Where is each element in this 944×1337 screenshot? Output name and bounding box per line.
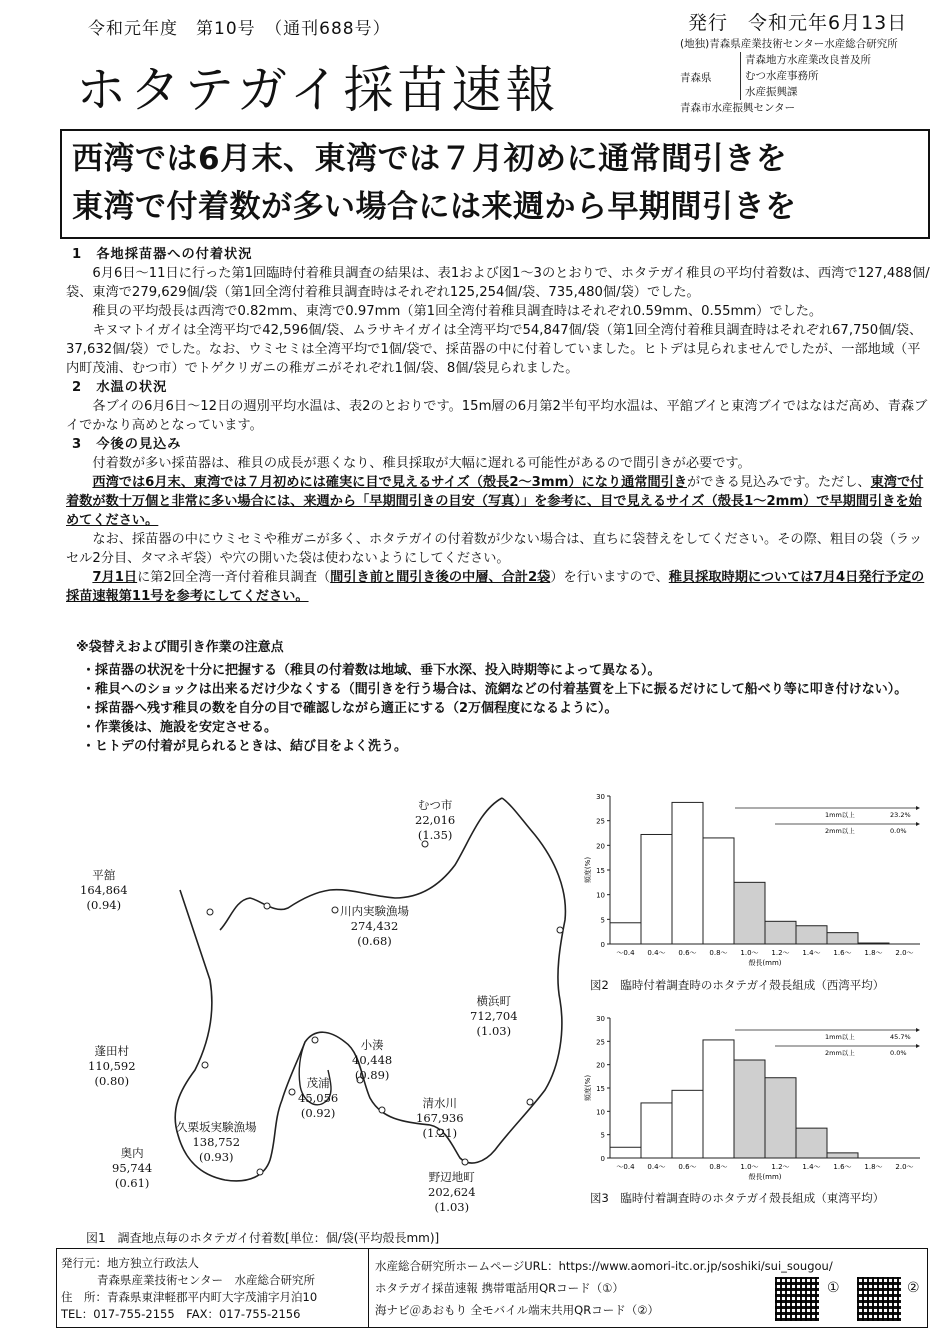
x-axis-label: 殻長(mm) (748, 1173, 782, 1181)
publisher-group (680, 52, 942, 100)
paragraph (66, 568, 932, 606)
histogram-bar (641, 1103, 672, 1158)
histogram-bar (734, 1060, 765, 1158)
paragraph: 6月6日～11日に行った第1回臨時付着稚貝調査の結果は、表1および図1～3のとおりで、ホタテガイ稚貝の平均付着数は、西湾で127,488個/袋、東湾で279,629個/袋（第1回全湾付着稚貝調査時はそれぞれ125,254個/袋、735,480個/袋）でした。 (66, 266, 930, 300)
histogram-bar (672, 1090, 703, 1158)
chart-west (580, 788, 930, 993)
qr2-description: 海ナビ＠あおもり 全モバイル端末共用QRコード（②） (375, 1303, 660, 1317)
legend-label: 2mm以上 (825, 1049, 855, 1057)
histogram-bar (641, 834, 672, 944)
legend-arrow-head (916, 822, 920, 826)
y-tick-label: 0 (600, 941, 605, 949)
qr-code-2[interactable] (857, 1277, 901, 1321)
chart-east (580, 1010, 930, 1206)
paragraph: 各ブイの6月6日～12日の週別平均水温は、表2のとおりです。15m層の6月第2半旬平均水温は、平舘ブイと東湾ブイではなはだ高め、青森ブイでかなり高めとなっています。 (66, 399, 928, 433)
section-heading: 2 水温の状況 (72, 380, 168, 395)
chart-east-svg (580, 1010, 930, 1182)
bay-map (60, 780, 580, 1240)
x-tick-label: ～0.4 (616, 1163, 635, 1171)
paragraph: 付着数が多い採苗器は、稚貝の成長が悪くなり、稚貝採取が大幅に遅れる可能性があるので間引きが必要です。 (92, 456, 751, 471)
footer-links (369, 1249, 927, 1327)
y-tick-label: 15 (596, 867, 605, 875)
y-tick-label: 30 (596, 793, 605, 801)
y-tick-label: 25 (596, 817, 605, 826)
y-tick-label: 10 (596, 891, 605, 900)
site-label-tairadate: 平舘 164,864 (0.94) (80, 868, 128, 912)
x-tick-label: 1.8～ (864, 949, 883, 957)
issuer-name: 青森県産業技術センター 水産総合研究所 (97, 1273, 316, 1287)
publisher-item: 水産振興課 (745, 86, 798, 98)
histogram-bar (827, 933, 858, 944)
publisher-item: むつ水産事務所 (745, 70, 819, 82)
x-tick-label: 2.0～ (895, 949, 914, 957)
histogram-bar (734, 882, 765, 944)
legend-arrow-head (916, 806, 920, 810)
section-heading: 1 各地採苗器への付着状況 (72, 247, 253, 262)
legend-arrow-head (916, 1028, 920, 1032)
note-item: ・ヒトデの付着が見られるときは、結び目をよく洗う。 (82, 739, 408, 754)
legend-value: 23.2% (890, 811, 911, 819)
paragraph: なお、採苗器の中にウミセミや稚ガニが多く、ホタテガイの付着数が少ない場合は、直ちに袋替えをしてください。その際、粗目の袋（ラッセル2分目、タマネギ袋）や穴の開いた袋は使わないようにしてください。 (66, 532, 923, 566)
note-item: ・稚貝へのショックは出来るだけ少なくする（間引きを行う場合は、流網などの付着基質を上下に振るだけにして船べり等に叩き付けない）。 (82, 682, 908, 697)
x-tick-label: 1.8～ (864, 1163, 883, 1171)
x-tick-label: ～0.4 (616, 949, 635, 957)
notes-title: ※袋替えおよび間引き作業の注意点 (76, 640, 284, 655)
issuer-address: 住 所：青森県東津軽郡平内町大字茂浦字月泊10 (61, 1290, 318, 1304)
qr2-mark: ② (907, 1280, 920, 1296)
histogram-bar (765, 1078, 796, 1158)
x-tick-label: 0.4～ (647, 1163, 666, 1171)
x-tick-label: 1.2～ (771, 949, 790, 957)
chart-east-caption: 図3 臨時付着調査時のホタテガイ殻長組成（東湾平均） (590, 1191, 885, 1205)
x-tick-label: 0.6～ (678, 949, 697, 957)
emphasis: 稚貝採取時期については7月4日発行予定の採苗速報第11号を参考にしてください。 (66, 570, 925, 604)
page-title: ホタテガイ採苗速報 (76, 61, 560, 119)
legend-value: 45.7% (890, 1033, 911, 1041)
x-axis-label: 殻長(mm) (748, 959, 782, 967)
publisher-line: (地独)青森県産業技術センター水産総合研究所 (680, 38, 898, 50)
x-tick-label: 0.8～ (709, 949, 728, 957)
headline-line-2: 東湾で付着数が多い場合には来週から早期間引きを (72, 189, 797, 225)
histogram-bar (765, 921, 796, 944)
paragraph: キヌマトイガイは全湾平均で42,596個/袋、ムラサキイガイは全湾平均で54,847個/袋（第1回全湾付着稚貝調査時はそれぞれ67,750個/袋、37,632個/袋）でした。なお、ウミセミは全湾平均で1個/袋で、採苗器の中に付着していました。ヒトデは見られませんでしたが、一部地域（平内町茂浦、むつ市）でトゲクリガニの稚ガニがそれぞれ1個/袋、8個/袋見られました。 (66, 323, 923, 376)
emphasis: 西湾では6月末、東湾では７月初めには確実に目で見えるサイズ（殻長2～3mm）になり通常間引き (92, 475, 688, 490)
y-axis-label: 頻度(%) (584, 856, 592, 884)
y-tick-label: 5 (600, 1131, 605, 1140)
y-tick-label: 20 (596, 842, 605, 851)
histogram-bar (827, 1153, 858, 1158)
map-caption: 図1 調査地点毎のホタテガイ付着数[単位：個/袋(平均殻長mm)] (86, 1231, 440, 1245)
legend-arrow-head (916, 1044, 920, 1048)
publisher-item: 青森地方水産業改良普及所 (745, 54, 871, 66)
qr-code-1[interactable] (775, 1277, 819, 1321)
y-tick-label: 25 (596, 1038, 605, 1047)
site-label-mutsu: むつ市 22,016 (1.35) (415, 798, 456, 842)
x-tick-label: 0.8～ (709, 1163, 728, 1171)
site-label-shimizugawa: 清水川 167,936 (1.21) (416, 1096, 464, 1140)
site-label-yomogita: 蓬田村 110,592 (0.80) (88, 1044, 136, 1088)
text: ）を行いますので、 (550, 570, 669, 585)
x-tick-label: 1.0～ (740, 949, 759, 957)
publisher-block (680, 36, 942, 116)
legend-label: 2mm以上 (825, 827, 855, 835)
x-tick-label: 1.4～ (802, 1163, 821, 1171)
section-heading: 3 今後の見込み (72, 437, 182, 452)
chart-west-caption: 図2 臨時付着調査時のホタテガイ殻長組成（西湾平均） (590, 978, 885, 992)
y-tick-label: 10 (596, 1108, 605, 1117)
qr1-description: ホタテガイ採苗速報 携帯電話用QRコード（①） (375, 1281, 624, 1295)
emphasis: 間引き前と間引き後の中層、合計2袋 (330, 570, 551, 585)
histogram-bar (796, 1128, 827, 1158)
legend-value: 0.0% (890, 1049, 907, 1057)
headline-line-1: 西湾では6月末、東湾では７月初めに通常間引きを (72, 141, 788, 177)
emphasis: 東湾で付着数が数十万個と非常に多い場合には、来週から「早期間引きの目安（写真）」を参考に、目で見えるサイズ（殻長1～2mm）で早期間引きを始めてください。 (66, 475, 924, 528)
note-item: ・作業後は、施設を安定させる。 (82, 720, 278, 735)
footer (56, 1248, 928, 1328)
site-label-kominato: 小湊 40,448 (0.89) (352, 1038, 393, 1082)
emphasis: 7月1日 (92, 570, 138, 585)
issue-date: 発行 令和元年6月13日 (688, 12, 908, 34)
histogram-bar (672, 802, 703, 944)
note-item: ・採苗器の状況を十分に把握する（稚貝の付着数は地域、垂下水深、投入時期等によって異なる）。 (82, 663, 661, 678)
issuer-label: 発行元：地方独立行政法人 (61, 1256, 199, 1270)
x-tick-label: 0.6～ (678, 1163, 697, 1171)
site-label-kawauchi: 川内実験漁場 274,432 (0.68) (340, 904, 409, 948)
note-item: ・採苗器へ残す稚貝の数を自分の目で確認しながら適正にする（2万個程度になるように）。 (82, 701, 618, 716)
text: に第2回全湾一斉付着稚貝調査（ (137, 570, 331, 585)
x-tick-label: 1.6～ (833, 949, 852, 957)
histogram-bar (858, 943, 889, 944)
x-tick-label: 1.4～ (802, 949, 821, 957)
y-tick-label: 5 (600, 916, 605, 925)
publisher-group-list (740, 52, 871, 100)
site-label-kukurizaka: 久栗坂実験漁場 138,752 (0.93) (176, 1120, 257, 1164)
qr1-mark: ① (827, 1280, 840, 1296)
x-tick-label: 1.2～ (771, 1163, 790, 1171)
site-label-yokohama: 横浜町 712,704 (1.03) (470, 994, 518, 1038)
legend-label: 1mm以上 (825, 1033, 855, 1041)
site-label-moura: 茂浦 45,056 (0.92) (298, 1076, 339, 1120)
footer-issuer (57, 1249, 369, 1327)
paragraph (66, 473, 932, 530)
y-axis-label: 頻度(%) (584, 1074, 592, 1102)
chart-west-svg (580, 788, 930, 973)
histogram-bar (796, 926, 827, 944)
notes-block (70, 638, 940, 756)
y-tick-label: 20 (596, 1061, 605, 1070)
paragraph: 稚貝の平均殻長は西湾で0.82mm、東湾で0.97mm（第1回全湾付着稚貝調査時はそれぞれ0.59mm、0.55mm）でした。 (92, 304, 823, 319)
homepage-url[interactable]: 水産総合研究所ホームページURL：https://www.aomori-itc.or.jp/soshiki/sui_sougou/ (375, 1259, 833, 1273)
legend-value: 0.0% (890, 827, 907, 835)
article-body (66, 245, 932, 606)
text: ができる見込みです。ただし、 (687, 475, 871, 490)
y-tick-label: 30 (596, 1015, 605, 1023)
issue-number: 令和元年度 第10号 （通刊688号） (88, 19, 391, 39)
y-tick-label: 0 (600, 1155, 605, 1163)
site-label-okunai: 奥内 95,744 (0.61) (112, 1146, 153, 1190)
histogram-bar (703, 838, 734, 944)
x-tick-label: 1.0～ (740, 1163, 759, 1171)
publisher-group-label: 青森県 (680, 72, 712, 84)
x-tick-label: 0.4～ (647, 949, 666, 957)
x-tick-label: 2.0～ (895, 1163, 914, 1171)
issuer-phone: TEL：017-755-2155 FAX：017-755-2156 (61, 1307, 301, 1321)
histogram-bar (610, 1147, 641, 1158)
headline-box (60, 129, 930, 239)
x-tick-label: 1.6～ (833, 1163, 852, 1171)
site-label-noheji: 野辺地町 202,624 (1.03) (428, 1170, 476, 1214)
histogram-bar (610, 923, 641, 944)
y-tick-label: 15 (596, 1085, 605, 1093)
publisher-line: 青森市水産振興センター (680, 102, 796, 114)
legend-label: 1mm以上 (825, 811, 855, 819)
histogram-bar (703, 1040, 734, 1158)
